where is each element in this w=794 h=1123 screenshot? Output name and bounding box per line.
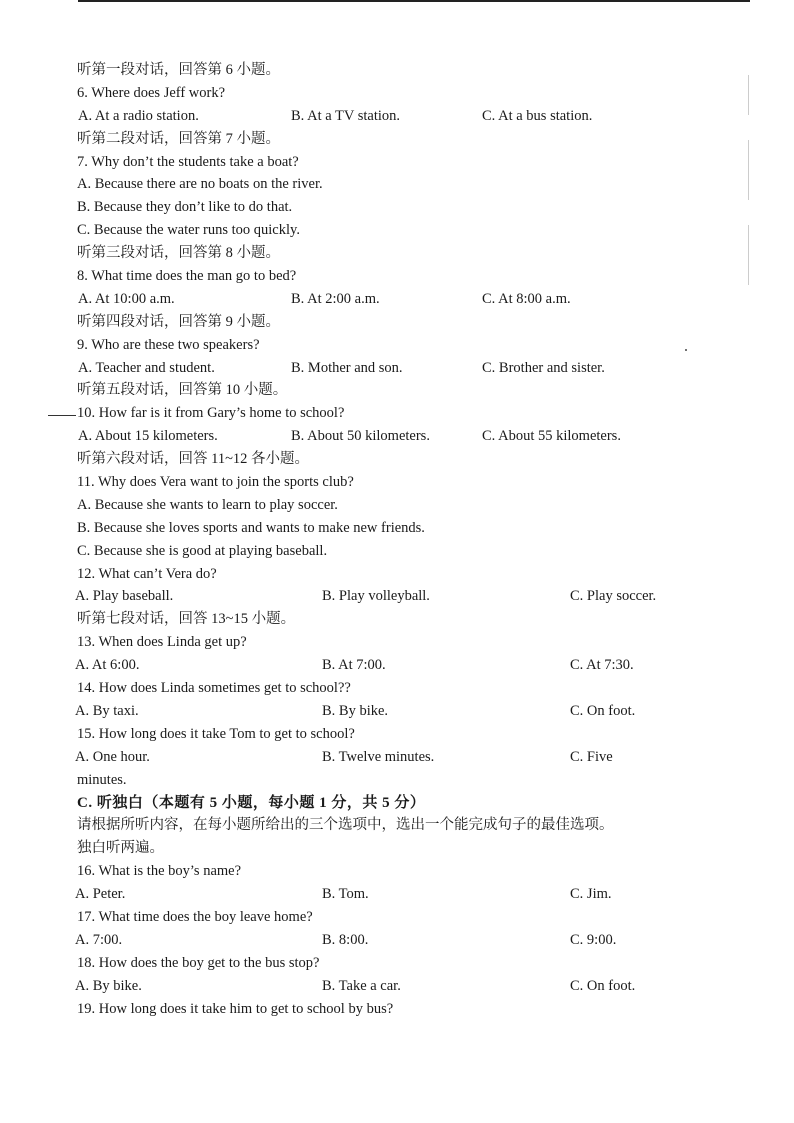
- answer-option: B. About 50 kilometers.: [291, 428, 430, 445]
- line-text: B. Because she loves sports and wants to make new friends.: [77, 519, 425, 536]
- line-text: 请根据所听内容，在每小题所给出的三个选项中，选出一个能完成句子的最佳选项。: [77, 817, 614, 834]
- document-line: [0, 448, 794, 471]
- document-line: [0, 860, 794, 883]
- answer-option: B. Take a car.: [322, 977, 401, 994]
- document-line: [0, 357, 794, 380]
- line-text: 听第六段对话，回答 11~12 各小题。: [77, 451, 310, 468]
- answer-option: B. Mother and son.: [291, 359, 403, 376]
- line-text: B. Because they don’t like to do that.: [77, 199, 293, 216]
- line-text: 19. How long does it take him to get to school by bus?: [77, 1000, 394, 1017]
- document-line: [0, 952, 794, 975]
- answer-option: B. By bike.: [322, 702, 389, 719]
- document-line: [0, 219, 794, 242]
- section-heading: C. 听独白（本题有 5 小题，每小题 1 分，共 5 分）: [77, 794, 426, 811]
- answer-option: C. Jim.: [570, 886, 612, 903]
- document-line: [0, 906, 794, 929]
- answer-option: B. Tom.: [322, 886, 369, 903]
- answer-option: A. At 10:00 a.m.: [78, 290, 175, 307]
- answer-option: B. Twelve minutes.: [322, 748, 435, 765]
- answer-option: B. At 7:00.: [322, 657, 386, 674]
- document-line: [0, 334, 794, 357]
- document-line: [0, 585, 794, 608]
- answer-option: C. On foot.: [570, 702, 636, 719]
- document-line: [0, 883, 794, 906]
- answer-option: A. Play baseball.: [75, 588, 174, 605]
- answer-option: B. Play volleyball.: [322, 588, 430, 605]
- line-text: A. Because she wants to learn to play soccer.: [77, 496, 338, 513]
- document-line: [0, 173, 794, 196]
- line-text: 6. Where does Jeff work?: [77, 84, 226, 101]
- document-line: [0, 769, 794, 792]
- answer-option: C. Play soccer.: [570, 588, 657, 605]
- document-line: [0, 631, 794, 654]
- document-line: [0, 425, 794, 448]
- line-text: 独白听两遍。: [77, 840, 164, 857]
- document-line: [0, 471, 794, 494]
- document-line: [0, 654, 794, 677]
- line-text: 17. What time does the boy leave home?: [77, 908, 313, 925]
- document-line: [0, 975, 794, 998]
- document-line: [0, 494, 794, 517]
- line-text: 18. How does the boy get to the bus stop?: [77, 954, 320, 971]
- line-text: minutes.: [77, 771, 127, 788]
- line-text: 听第二段对话，回答第 7 小题。: [77, 130, 280, 147]
- answer-option: A. By bike.: [75, 977, 142, 994]
- answer-option: C. Brother and sister.: [482, 359, 605, 376]
- document-line: [0, 265, 794, 288]
- document-line: [0, 128, 794, 151]
- line-text: C. Because she is good at playing baseball.: [77, 542, 328, 559]
- document-line: [0, 288, 794, 311]
- answer-option: C. At 8:00 a.m.: [482, 290, 571, 307]
- answer-option: C. At 7:30.: [570, 657, 634, 674]
- line-text: 15. How long does it take Tom to get to school?: [77, 725, 355, 742]
- document-line: [0, 998, 794, 1021]
- document-line: [0, 814, 794, 837]
- line-text: A. Because there are no boats on the river.: [77, 176, 323, 193]
- document-line: [0, 105, 794, 128]
- document-line: [0, 677, 794, 700]
- document-line: [0, 311, 794, 334]
- document-line: [0, 746, 794, 769]
- document-line: [0, 540, 794, 563]
- answer-option: B. 8:00.: [322, 931, 369, 948]
- line-text: 13. When does Linda get up?: [77, 634, 247, 651]
- document-line: [0, 929, 794, 952]
- line-text: 12. What can’t Vera do?: [77, 565, 217, 582]
- answer-option: A. 7:00.: [75, 931, 123, 948]
- answer-option: A. By taxi.: [75, 702, 139, 719]
- answer-option: A. About 15 kilometers.: [78, 428, 218, 445]
- line-text: 听第三段对话，回答第 8 小题。: [77, 245, 280, 262]
- answer-option: C. 9:00.: [570, 931, 617, 948]
- document-line: [0, 517, 794, 540]
- document-line: [0, 700, 794, 723]
- document-line: [0, 608, 794, 631]
- document-line: [0, 837, 794, 860]
- answer-option: B. At a TV station.: [291, 107, 401, 124]
- document-line: [0, 563, 794, 586]
- section-heading-line: [0, 792, 794, 815]
- exam-page: [0, 59, 794, 1020]
- line-text: 听第五段对话，回答第 10 小题。: [77, 382, 288, 399]
- line-text: 9. Who are these two speakers?: [77, 336, 260, 353]
- document-line: [0, 723, 794, 746]
- document-line: [0, 82, 794, 105]
- answer-option: B. At 2:00 a.m.: [291, 290, 380, 307]
- line-text: 8. What time does the man go to bed?: [77, 268, 297, 285]
- document-line: [0, 402, 794, 425]
- line-text: 7. Why don’t the students take a boat?: [77, 153, 299, 170]
- document-line: [0, 151, 794, 174]
- answer-option: C. Five: [570, 748, 613, 765]
- answer-option: C. At a bus station.: [482, 107, 593, 124]
- line-text: 14. How does Linda sometimes get to school??: [77, 680, 351, 697]
- line-text: 听第七段对话，回答 13~15 小题。: [77, 611, 296, 628]
- answer-option: C. About 55 kilometers.: [482, 428, 621, 445]
- answer-option: A. One hour.: [75, 748, 150, 765]
- answer-option: C. On foot.: [570, 977, 636, 994]
- line-text: 听第一段对话，回答第 6 小题。: [77, 62, 280, 78]
- document-line: [0, 242, 794, 265]
- answer-option: A. At 6:00.: [75, 657, 140, 674]
- answer-option: A. Peter.: [75, 886, 126, 903]
- line-text: 10. How far is it from Gary’s home to school?: [77, 405, 345, 422]
- top-rule: [78, 0, 750, 2]
- answer-option: A. Teacher and student.: [78, 359, 215, 376]
- line-text: 11. Why does Vera want to join the sports club?: [77, 474, 354, 491]
- answer-option: A. At a radio station.: [78, 107, 199, 124]
- line-text: 听第四段对话，回答第 9 小题。: [77, 313, 280, 330]
- document-line: [0, 59, 794, 82]
- line-text: C. Because the water runs too quickly.: [77, 222, 300, 239]
- line-text: 16. What is the boy’s name?: [77, 863, 242, 880]
- document-line: [0, 379, 794, 402]
- document-line: [0, 196, 794, 219]
